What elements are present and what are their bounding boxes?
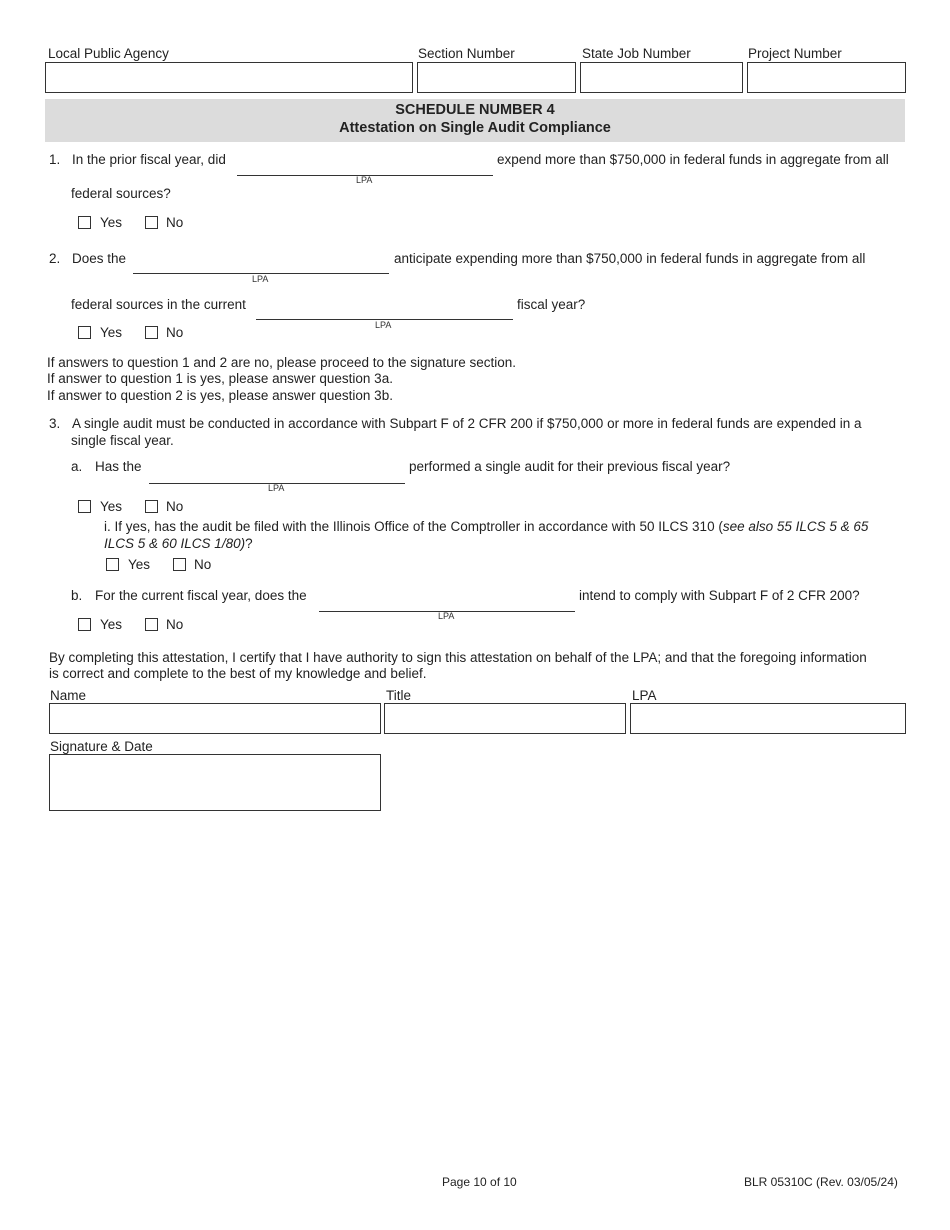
title-input[interactable] <box>384 703 626 734</box>
q2-yes-checkbox[interactable] <box>78 326 91 339</box>
q1-no-label: No <box>166 215 184 230</box>
q3-text-line-2: single fiscal year. <box>71 433 174 448</box>
q2-text-b: anticipate expending more than $750,000 in federal funds in aggregate from all <box>394 251 866 266</box>
q3a-i-text-italic-2: ILCS 5 & 60 ILCS 1/80) <box>104 536 246 551</box>
name-input[interactable] <box>49 703 381 734</box>
name-label: Name <box>50 688 87 703</box>
q2-text-d: fiscal year? <box>517 297 586 312</box>
page-number: Page 10 of 10 <box>442 1175 517 1189</box>
q3b-text-a: For the current fiscal year, does the <box>95 588 307 603</box>
lpa-input[interactable] <box>45 62 413 93</box>
q3b-yes-label: Yes <box>100 617 123 632</box>
q3a-no-checkbox[interactable] <box>145 500 158 513</box>
q2-number: 2. <box>49 251 61 266</box>
q3a-i-yes-checkbox[interactable] <box>106 558 119 571</box>
q2-no-label: No <box>166 325 184 340</box>
q3-number: 3. <box>49 416 61 431</box>
q1-text-a: In the prior fiscal year, did <box>72 152 226 167</box>
project-number-label: Project Number <box>748 46 842 61</box>
schedule-title: SCHEDULE NUMBER 4 <box>395 102 555 118</box>
q1-yes-checkbox[interactable] <box>78 216 91 229</box>
section-number-input[interactable] <box>417 62 576 93</box>
q2-lpa-caption-2: LPA <box>375 320 392 330</box>
project-number-input[interactable] <box>747 62 906 93</box>
state-job-number-input[interactable] <box>580 62 743 93</box>
q3-text-line-1: A single audit must be conducted in accordance with Subpart F of 2 CFR 200 if $750,000 or more in federal funds are expended in a <box>72 416 862 431</box>
instruction-line-3: If answer to question 2 is yes, please answer question 3b. <box>47 388 393 403</box>
lpa-field-label: Local Public Agency <box>48 46 169 61</box>
lpa-label: LPA <box>632 688 657 703</box>
q3a-yes-checkbox[interactable] <box>78 500 91 513</box>
q3a-label: a. <box>71 459 83 474</box>
q1-lpa-caption: LPA <box>356 175 373 185</box>
section-number-label: Section Number <box>418 46 515 61</box>
title-label: Title <box>386 688 412 703</box>
q3a-no-label: No <box>166 499 184 514</box>
q3b-text-b: intend to comply with Subpart F of 2 CFR 200? <box>579 588 860 603</box>
q3a-text-a: Has the <box>95 459 142 474</box>
instruction-line-2: If answer to question 1 is yes, please answer question 3a. <box>47 371 393 386</box>
q3a-i-text-line-1 <box>104 519 868 534</box>
state-job-number-label: State Job Number <box>582 46 691 61</box>
q1-no-checkbox[interactable] <box>145 216 158 229</box>
signature-date-label: Signature & Date <box>50 739 153 754</box>
q1-number: 1. <box>49 152 61 167</box>
q3a-i-text-line-2 <box>104 536 253 551</box>
q1-text-b: expend more than $750,000 in federal funds in aggregate from all <box>497 152 889 167</box>
q3a-i-no-label: No <box>194 557 212 572</box>
signature-date-input[interactable] <box>49 754 381 811</box>
q3a-i-text-main: i. If yes, has the audit be filed with the Illinois Office of the Comptroller in accordance with 50 ILCS 310 ( <box>104 519 723 534</box>
q2-yes-label: Yes <box>100 325 123 340</box>
form-id: BLR 05310C (Rev. 03/05/24) <box>744 1175 898 1189</box>
q3b-no-checkbox[interactable] <box>145 618 158 631</box>
q3a-text-b: performed a single audit for their previous fiscal year? <box>409 459 731 474</box>
instruction-line-1: If answers to question 1 and 2 are no, please proceed to the signature section. <box>47 355 517 370</box>
q2-text-a: Does the <box>72 251 127 266</box>
q2-lpa-caption-1: LPA <box>252 274 269 284</box>
q3a-lpa-caption: LPA <box>268 483 285 493</box>
q3b-no-label: No <box>166 617 184 632</box>
q3a-i-no-checkbox[interactable] <box>173 558 186 571</box>
q2-text-c: federal sources in the current <box>71 297 246 312</box>
certification-line-2: is correct and complete to the best of my knowledge and belief. <box>49 666 427 681</box>
q3b-yes-checkbox[interactable] <box>78 618 91 631</box>
q3a-yes-label: Yes <box>100 499 123 514</box>
lpa-input-signature[interactable] <box>630 703 906 734</box>
schedule-header <box>45 99 905 142</box>
schedule-subtitle: Attestation on Single Audit Compliance <box>339 120 611 136</box>
q3b-lpa-caption: LPA <box>438 611 455 621</box>
q3a-i-text-italic-1: see also 55 ILCS 5 & 65 <box>722 519 869 534</box>
q3b-label: b. <box>71 588 83 603</box>
certification-line-1: By completing this attestation, I certify that I have authority to sign this attestation on behalf of the LPA; and that the foregoing information <box>49 650 867 665</box>
q2-no-checkbox[interactable] <box>145 326 158 339</box>
q3a-i-text-end: ? <box>245 536 253 551</box>
q1-yes-label: Yes <box>100 215 123 230</box>
q1-text-c: federal sources? <box>71 186 171 201</box>
q3a-i-yes-label: Yes <box>128 557 151 572</box>
